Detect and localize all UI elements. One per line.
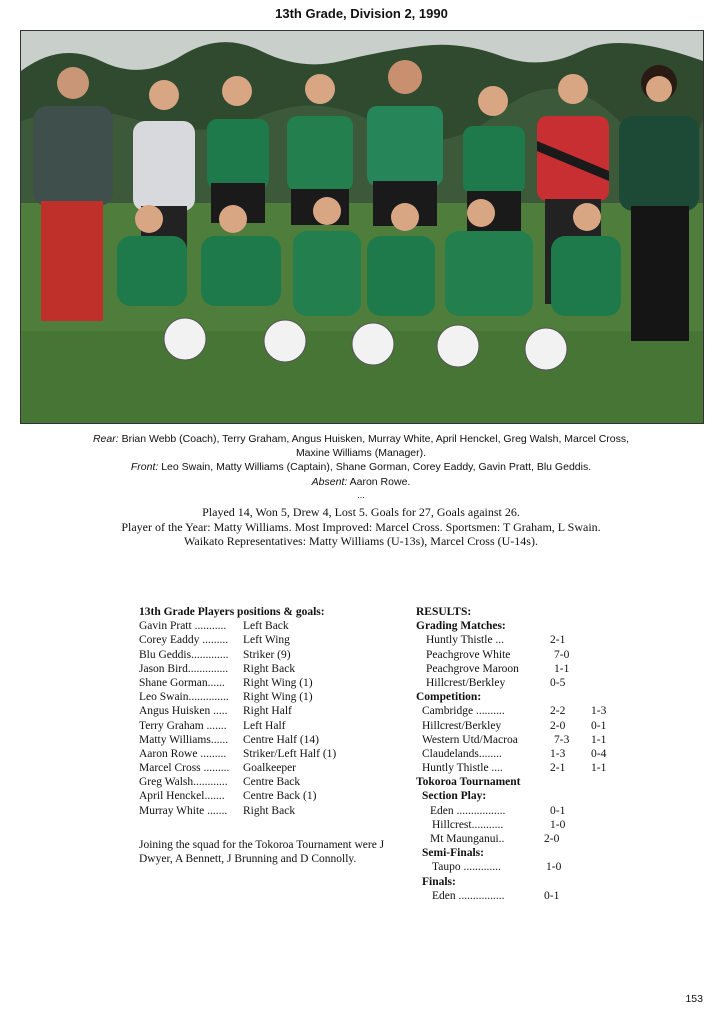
caption-front-line: [20, 460, 702, 474]
score-first: 1-0: [546, 861, 562, 874]
opponent-name: Taupo .............: [432, 861, 501, 874]
player-name: Blu Geddis.............: [139, 648, 229, 661]
representatives-line: Waikato Representatives: Matty Williams (U-13s), Marcel Cross (U-14s).: [184, 534, 538, 548]
player-row: [139, 733, 409, 747]
player-position: Right Wing (1): [243, 691, 313, 704]
results-heading: RESULTS:: [416, 606, 472, 618]
player-name: Leo Swain..............: [139, 691, 229, 704]
caption-dots: ...: [357, 490, 365, 500]
player-row: [139, 789, 409, 803]
score-first: 7-3: [554, 733, 570, 746]
caption-rear-text: Brian Webb (Coach), Terry Graham, Angus Huisken, Murray White, April Henckel, Greg Walsh, Marcel Cross,: [121, 433, 630, 445]
player-name: Aaron Rowe .........: [139, 747, 227, 760]
opponent-name: Claudelands........: [422, 747, 502, 760]
caption-front-label: Front:: [130, 461, 159, 473]
opponent-name: Eden .................: [430, 804, 506, 817]
player-list: [139, 619, 409, 818]
player-name: Terry Graham .......: [139, 719, 227, 732]
player-name: Matty Williams......: [139, 733, 229, 746]
result-row: [416, 719, 656, 733]
result-row: [416, 804, 656, 818]
opponent-name: Peachgrove Maroon: [426, 662, 519, 675]
player-position: Right Half: [243, 705, 292, 718]
score-first: 1-3: [550, 747, 566, 760]
caption-absent-line: [20, 475, 702, 489]
result-row: [416, 633, 656, 647]
season-summary: Played 14, Won 5, Drew 4, Lost 5. Goals for 27, Goals against 26.: [202, 505, 520, 519]
results-subheading: Competition:: [416, 691, 482, 704]
player-name: Gavin Pratt ...........: [139, 620, 227, 633]
score-second: 0-1: [591, 719, 607, 732]
results-section: [416, 605, 656, 903]
result-row: [416, 662, 656, 676]
results-subheading: Finals:: [422, 875, 456, 888]
squad-note: Joining the squad for the Tokoroa Tournament were J Dwyer, A Bennett, J Brunning and D Connolly.: [139, 838, 385, 866]
player-position: Right Back: [243, 662, 296, 675]
player-row: [139, 761, 409, 775]
player-name: April Henckel.......: [139, 790, 225, 803]
score-first: 2-1: [550, 762, 566, 775]
result-row: [416, 818, 656, 832]
score-first: 2-1: [550, 634, 566, 647]
page-number: 153: [685, 993, 703, 1005]
awards-line: Player of the Year: Matty Williams. Most Improved: Marcel Cross. Sportsmen: T Graham, L Swain.: [121, 520, 601, 534]
result-row: [416, 704, 656, 718]
player-row: [139, 747, 409, 761]
caption-rear-line1: [20, 432, 702, 446]
score-first: 0-5: [550, 676, 566, 689]
player-position: Left Back: [243, 620, 289, 633]
player-row: [139, 648, 409, 662]
player-row: [139, 662, 409, 676]
players-section: [139, 605, 409, 866]
opponent-name: Peachgrove White: [426, 648, 511, 661]
score-first: 1-1: [554, 662, 570, 675]
score-first: 7-0: [554, 648, 570, 661]
score-second: 1-3: [591, 705, 607, 718]
opponent-name: Mt Maunganui..: [430, 833, 505, 845]
player-row: [139, 704, 409, 718]
team-photo: [20, 30, 704, 424]
player-row: [139, 719, 409, 733]
caption-rear-label: Rear:: [92, 433, 119, 445]
player-position: Striker/Left Half (1): [243, 747, 337, 760]
score-first: 2-0: [550, 719, 566, 732]
player-row: [139, 804, 409, 818]
result-row: [416, 761, 656, 775]
player-name: Jason Bird..............: [139, 662, 229, 675]
result-row: [416, 747, 656, 761]
results-subheading: Section Play:: [422, 790, 487, 803]
results-subheading: Semi-Finals:: [422, 847, 484, 860]
opponent-name: Hillcrest/Berkley: [422, 719, 502, 732]
players-heading: 13th Grade Players positions & goals:: [139, 606, 325, 618]
caption-front-text: Leo Swain, Matty Williams (Captain), Shane Gorman, Corey Eaddy, Gavin Pratt, Blu Geddis.: [161, 461, 592, 473]
caption-rear-line2: Maxine Williams (Manager).: [295, 447, 427, 459]
opponent-name: Cambridge ..........: [422, 705, 505, 718]
player-row: [139, 775, 409, 789]
opponent-name: Hillcrest/Berkley: [426, 676, 506, 689]
player-position: Goalkeeper: [243, 762, 296, 775]
results-list: [416, 619, 656, 903]
player-row: [139, 676, 409, 690]
player-name: Marcel Cross .........: [139, 762, 230, 775]
result-row: [416, 860, 656, 874]
score-first: 2-2: [550, 705, 566, 718]
player-row: [139, 619, 409, 633]
results-subheading: Grading Matches:: [416, 620, 506, 633]
player-row: [139, 690, 409, 704]
opponent-name: Huntly Thistle ...: [426, 634, 505, 647]
score-first: 0-1: [550, 804, 566, 817]
opponent-name: Eden ................: [432, 889, 505, 902]
results-subheading: Tokoroa Tournament: [416, 776, 521, 789]
caption-absent-label: Absent:: [311, 476, 348, 488]
player-name: Greg Walsh............: [139, 776, 228, 789]
player-position: Left Wing: [243, 634, 290, 647]
player-name: Angus Huisken .....: [139, 705, 228, 718]
player-row: [139, 633, 409, 647]
player-position: Centre Half (14): [243, 733, 319, 746]
caption-absent-text: Aaron Rowe.: [349, 476, 411, 488]
score-first: 1-0: [550, 818, 566, 831]
opponent-name: Hillcrest...........: [432, 818, 504, 831]
score-first: 0-1: [544, 889, 560, 902]
player-name: Corey Eaddy .........: [139, 634, 229, 647]
player-position: Striker (9): [243, 648, 291, 661]
player-name: Murray White .......: [139, 804, 228, 817]
player-position: Centre Back (1): [243, 790, 317, 803]
result-row: [416, 832, 656, 846]
player-name: Shane Gorman......: [139, 676, 225, 689]
opponent-name: Huntly Thistle ....: [422, 762, 503, 775]
player-position: Left Half: [243, 719, 286, 732]
player-position: Right Wing (1): [243, 676, 313, 689]
result-row: [416, 889, 656, 903]
page-title: 13th Grade, Division 2, 1990: [275, 6, 448, 21]
score-second: 0-4: [591, 747, 607, 760]
result-row: [416, 648, 656, 662]
player-position: Centre Back: [243, 776, 301, 789]
opponent-name: Western Utd/Macroa: [422, 733, 518, 746]
score-second: 1-1: [591, 762, 607, 775]
result-row: [416, 676, 656, 690]
score-first: 2-0: [544, 833, 560, 845]
player-position: Right Back: [243, 804, 296, 817]
result-row: [416, 733, 656, 747]
score-second: 1-1: [591, 733, 607, 746]
